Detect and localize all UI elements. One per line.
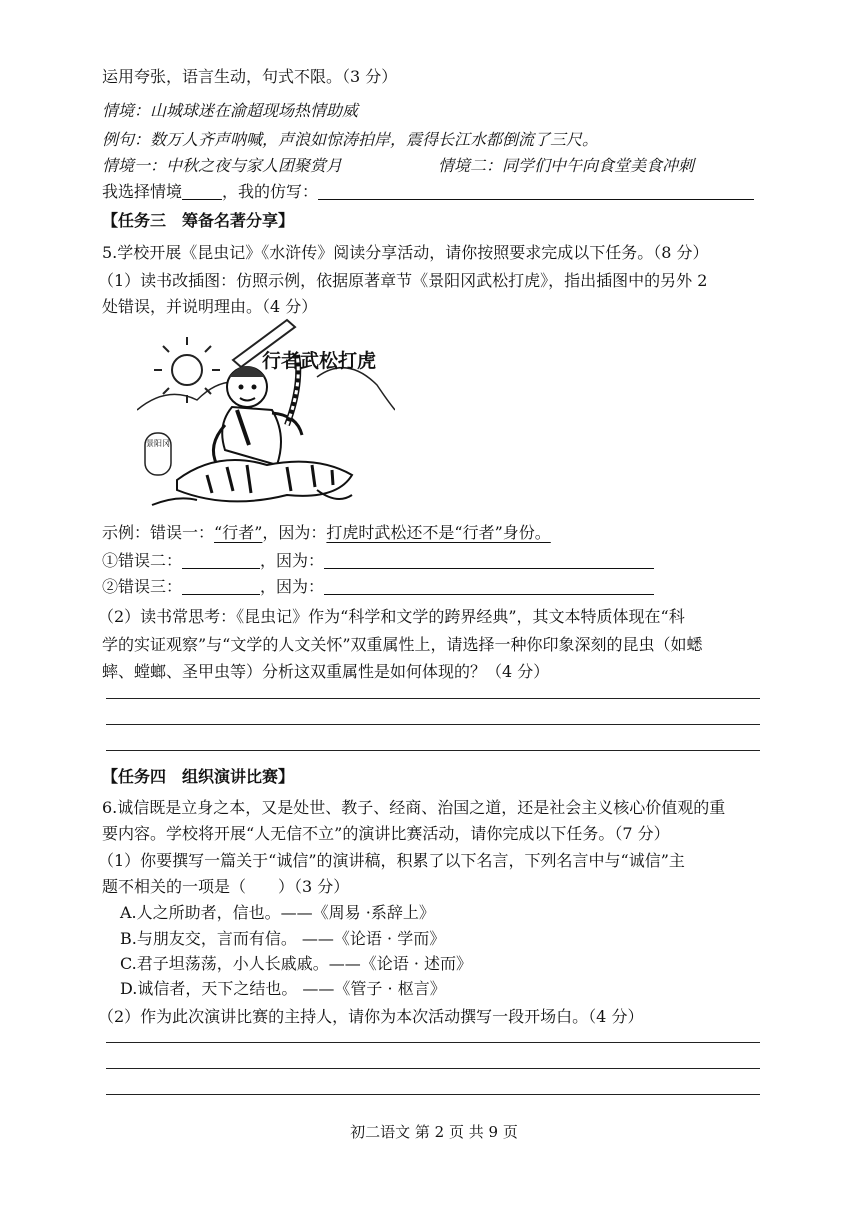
- example-because: ，因为：: [262, 523, 327, 542]
- example-reason: 打虎时武松还不是“行者”身份。: [326, 523, 551, 542]
- illustration-title: 行者武松打虎: [262, 350, 377, 372]
- example-prefix: 示例：错误一：: [102, 523, 215, 542]
- sun-icon: [154, 337, 220, 403]
- context-line: 情境：山城球迷在渝超现场热情助威: [102, 101, 359, 120]
- answer-line[interactable]: [106, 698, 760, 699]
- error-three-label: ②错误三：: [102, 577, 183, 596]
- error-three-because: ，因为：: [260, 577, 325, 596]
- example-sentence: 例句：数万人齐声呐喊，声浪如惊涛拍岸，震得长江水都倒流了三尺。: [102, 130, 599, 149]
- question-6-2: （2）作为此次演讲比赛的主持人，请你为本次活动撰写一段开场白。（4 分）: [98, 1007, 644, 1026]
- error-two-reason-blank[interactable]: [324, 552, 654, 569]
- imitation-label: ，我的仿写：: [222, 182, 319, 201]
- task4-header: 【任务四 组织演讲比赛】: [102, 767, 295, 786]
- choose-label: 我选择情境: [102, 182, 183, 201]
- question-6-1-line2: 题不相关的一项是（ ）（3 分）: [102, 877, 350, 896]
- answer-line[interactable]: [106, 1042, 760, 1043]
- question-5-2-line2: 学的实证观察”与“文学的人文关怀”双重属性上，请选择一种你印象深刻的昆虫（如蟋: [102, 635, 703, 654]
- answer-line[interactable]: [106, 724, 760, 725]
- error-two-line: [102, 550, 654, 572]
- imitation-blank[interactable]: [318, 183, 754, 200]
- error-three-reason-blank[interactable]: [324, 578, 654, 595]
- signpost-label: 景阳冈: [146, 439, 170, 448]
- question-5-1-line2: 处错误，并说明理由。（4 分）: [102, 297, 318, 316]
- task3-header: 【任务三 筹备名著分享】: [102, 211, 295, 230]
- answer-line[interactable]: [106, 1094, 760, 1095]
- error-three-line: [102, 576, 654, 598]
- error-three-blank[interactable]: [182, 578, 260, 595]
- error-two-because: ，因为：: [260, 551, 325, 570]
- answer-line[interactable]: [106, 750, 760, 751]
- example-error: “行者”: [214, 523, 263, 542]
- question-5-2-line1: （2）读书常思考：《昆虫记》作为“科学和文学的跨界经典”，其文本特质体现在“科: [98, 607, 685, 626]
- context-one: 情境一：中秋之夜与家人团聚赏月: [102, 156, 343, 175]
- question-6-1-line1: （1）你要撰写一篇关于“诚信”的演讲稿，积累了以下名言，下列名言中与“诚信”主: [98, 851, 685, 870]
- example-answer-line: [102, 522, 551, 544]
- page-footer: 初二语文 第 2 页 共 9 页: [350, 1123, 518, 1141]
- option-d[interactable]: D.诚信者，天下之结也。 ——《管子 · 枢言》: [120, 979, 446, 998]
- option-a[interactable]: A.人之所助者，信也。——《周易 ·系辞上》: [120, 903, 435, 922]
- option-c[interactable]: C.君子坦荡荡，小人长戚戚。——《论语 · 述而》: [120, 954, 473, 973]
- question-6-line1: 6.诚信既是立身之本，又是处世、教子、经商、治国之道，还是社会主义核心价值观的重: [102, 798, 726, 817]
- error-two-blank[interactable]: [182, 552, 260, 569]
- instruction-line: 运用夸张，语言生动，句式不限。（3 分）: [102, 67, 398, 86]
- option-b[interactable]: B.与朋友交，言而有信。 ——《论语 · 学而》: [120, 929, 446, 948]
- question-5-1-line1: （1）读书改插图：仿照示例，依据原著章节《景阳冈武松打虎》，指出插图中的另外 2: [98, 271, 708, 290]
- choose-context-line: [102, 181, 754, 203]
- context-choice-blank[interactable]: [182, 183, 222, 200]
- question-6-line2: 要内容。学校将开展“人无信不立”的演讲比赛活动，请你完成以下任务。（7 分）: [102, 824, 670, 843]
- question-5: 5.学校开展《昆虫记》《水浒传》阅读分享活动，请你按照要求完成以下任务。（8 分）: [102, 243, 709, 262]
- answer-line[interactable]: [106, 1068, 760, 1069]
- context-two: 情境二：同学们中午向食堂美食冲刺: [438, 156, 695, 175]
- wusong-tiger-illustration: [137, 315, 395, 513]
- question-5-2-line3: 蟀、螳螂、圣甲虫等）分析这双重属性是如何体现的？（4 分）: [102, 662, 550, 681]
- error-two-label: ①错误二：: [102, 551, 183, 570]
